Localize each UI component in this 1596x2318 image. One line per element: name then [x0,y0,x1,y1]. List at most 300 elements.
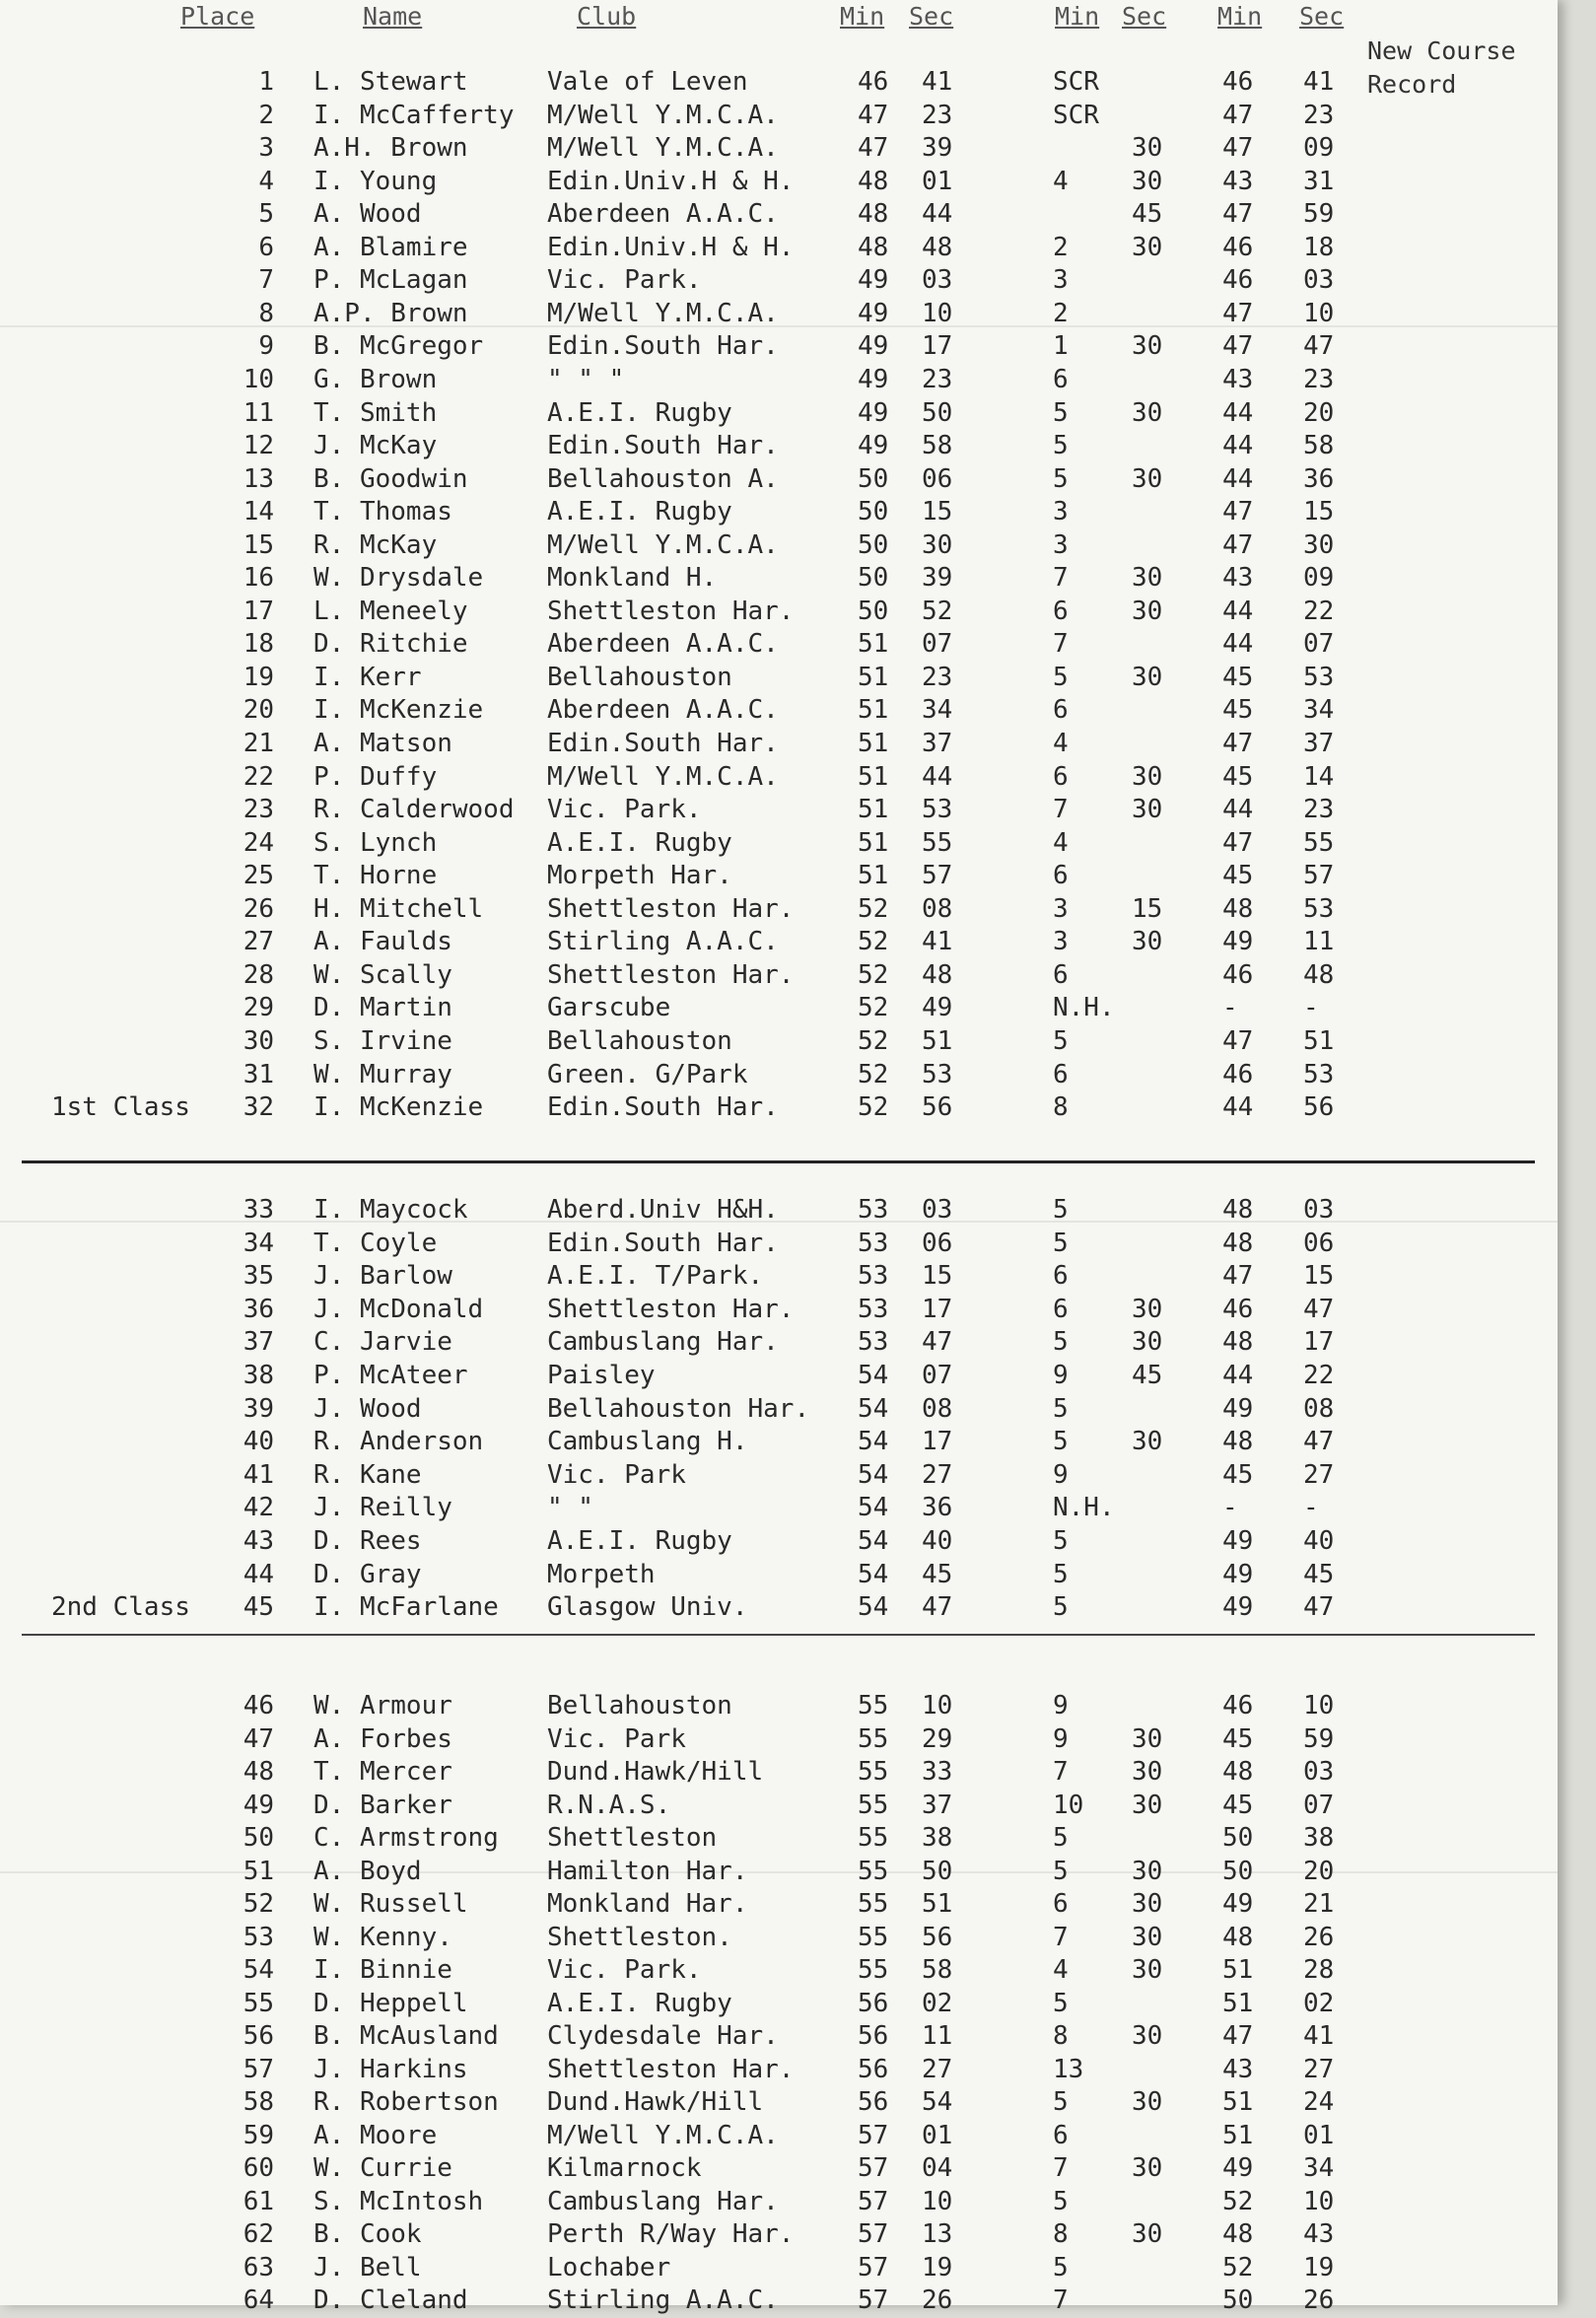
club-cell: Vale of Leven [547,67,748,97]
actual-min-cell: 55 [858,1823,889,1853]
actual-sec-cell: 10 [922,1691,953,1721]
handicap-min-cell: 5 [1053,464,1069,494]
actual-min-cell: 50 [858,597,889,626]
handicap-min-cell: 4 [1053,729,1069,758]
handicap-sec-cell: 30 [1132,927,1163,956]
handicap-min-cell: 7 [1053,1923,1069,1952]
actual-sec-cell: 17 [922,331,953,361]
handicap-min-cell: 5 [1053,431,1069,460]
class-label: 1st Class [51,1092,190,1122]
net-min-cell: 47 [1222,299,1254,328]
net-sec-cell: 47 [1303,331,1335,361]
place-cell: 6 [258,233,274,262]
handicap-min-cell: 2 [1053,233,1069,262]
net-sec-cell: 15 [1303,497,1335,527]
handicap-sec-cell: 30 [1132,563,1163,593]
net-min-cell: 48 [1222,2219,1254,2249]
place-cell: 44 [243,1560,274,1589]
club-cell: Bellahouston [547,1026,732,1056]
net-min-cell: 44 [1222,1092,1254,1122]
actual-min-cell: 49 [858,398,889,428]
net-min-cell: 51 [1222,2087,1254,2117]
actual-min-cell: 51 [858,828,889,858]
actual-min-cell: 51 [858,795,889,824]
net-sec-cell: 07 [1303,629,1335,659]
place-cell: 9 [258,331,274,361]
net-min-cell: 45 [1222,1460,1254,1490]
handicap-sec-cell: 30 [1132,2087,1163,2117]
club-cell: Shettleston [547,1823,718,1853]
actual-sec-cell: 37 [922,1791,953,1820]
place-cell: 26 [243,894,274,924]
actual-sec-cell: 53 [922,1060,953,1089]
place-cell: 3 [258,133,274,163]
actual-min-cell: 50 [858,563,889,593]
handicap-min-cell: 5 [1053,663,1069,692]
actual-min-cell: 46 [858,67,889,97]
course-record-note: New Course [1367,36,1516,65]
name-cell: W. Armour [313,1691,452,1721]
name-cell: C. Armstrong [313,1823,499,1853]
place-cell: 42 [243,1493,274,1522]
actual-min-cell: 56 [858,1989,889,2018]
net-min-cell: 47 [1222,497,1254,527]
header-club: Club [577,2,637,31]
actual-min-cell: 54 [858,1361,889,1390]
actual-sec-cell: 06 [922,464,953,494]
club-cell: Stirling A.A.C. [547,927,779,956]
place-cell: 38 [243,1361,274,1390]
net-min-cell: 49 [1222,1394,1254,1424]
net-sec-cell: 10 [1303,299,1335,328]
actual-min-cell: 55 [858,1923,889,1952]
place-cell: 7 [258,265,274,295]
actual-sec-cell: 27 [922,1460,953,1490]
handicap-min-cell: 3 [1053,894,1069,924]
name-cell: L. Stewart [313,67,468,97]
actual-sec-cell: 01 [922,167,953,196]
name-cell: A. Forbes [313,1724,452,1754]
class-divider [22,1634,1535,1636]
actual-min-cell: 54 [858,1560,889,1589]
net-sec-cell: 59 [1303,1724,1335,1754]
actual-min-cell: 48 [858,233,889,262]
actual-sec-cell: 23 [922,101,953,130]
club-cell: A.E.I. Rugby [547,1526,732,1556]
actual-sec-cell: 56 [922,1923,953,1952]
name-cell: J. Harkins [313,2055,468,2084]
net-sec-cell: 56 [1303,1092,1335,1122]
handicap-min-cell: 5 [1053,1026,1069,1056]
name-cell: B. Goodwin [313,464,468,494]
net-sec-cell: 58 [1303,431,1335,460]
place-cell: 49 [243,1791,274,1820]
handicap-min-cell: 7 [1053,1757,1069,1787]
place-cell: 59 [243,2121,274,2150]
net-sec-cell: 23 [1303,101,1335,130]
club-cell: R.N.A.S. [547,1791,671,1820]
place-cell: 45 [243,1592,274,1622]
name-cell: A. Matson [313,729,452,758]
name-cell: A.H. Brown [313,133,468,163]
name-cell: A.P. Brown [313,299,468,328]
net-min-cell: 43 [1222,365,1254,394]
actual-sec-cell: 07 [922,1361,953,1390]
club-cell: Lochaber [547,2253,671,2283]
name-cell: A. Wood [313,199,422,229]
name-cell: W. Russell [313,1889,468,1919]
club-cell: Green. G/Park [547,1060,748,1089]
place-cell: 16 [243,563,274,593]
net-sec-cell: 09 [1303,133,1335,163]
net-min-cell: 51 [1222,2121,1254,2150]
actual-sec-cell: 08 [922,1394,953,1424]
handicap-sec-cell: 30 [1132,2021,1163,2051]
club-cell: Monkland Har. [547,1889,748,1919]
net-min-cell: 46 [1222,1691,1254,1721]
net-sec-cell: 07 [1303,1791,1335,1820]
name-cell: C. Jarvie [313,1327,452,1357]
actual-min-cell: 54 [858,1526,889,1556]
place-cell: 52 [243,1889,274,1919]
net-min-cell: 50 [1222,2285,1254,2315]
net-min-cell: 47 [1222,331,1254,361]
net-sec-cell: 17 [1303,1327,1335,1357]
handicap-sec-cell: 30 [1132,1327,1163,1357]
handicap-sec-cell: 30 [1132,1791,1163,1820]
handicap-min-cell: 3 [1053,497,1069,527]
place-cell: 61 [243,2187,274,2216]
actual-min-cell: 51 [858,629,889,659]
net-min-cell: 46 [1222,1060,1254,1089]
net-sec-cell: 38 [1303,1823,1335,1853]
actual-min-cell: 57 [858,2285,889,2315]
name-cell: J. McKay [313,431,438,460]
club-cell: Paisley [547,1361,656,1390]
club-cell: Stirling A.A.C. [547,2285,779,2315]
name-cell: H. Mitchell [313,894,484,924]
actual-min-cell: 51 [858,663,889,692]
place-cell: 12 [243,431,274,460]
net-sec-cell: 22 [1303,597,1335,626]
club-cell: M/Well Y.M.C.A. [547,101,779,130]
club-cell: Cambuslang Har. [547,2187,779,2216]
name-cell: D. Cleland [313,2285,468,2315]
name-cell: B. McGregor [313,331,484,361]
actual-min-cell: 51 [858,695,889,725]
handicap-min-cell: 5 [1053,1560,1069,1589]
actual-min-cell: 48 [858,199,889,229]
actual-min-cell: 57 [858,2253,889,2283]
place-cell: 53 [243,1923,274,1952]
club-cell: A.E.I. Rugby [547,828,732,858]
handicap-min-cell: 6 [1053,1261,1069,1291]
actual-min-cell: 57 [858,2187,889,2216]
club-cell: Vic. Park. [547,1955,702,1985]
place-cell: 2 [258,101,274,130]
handicap-min-cell: 6 [1053,960,1069,990]
handicap-min-cell: N.H. [1053,1493,1115,1522]
net-min-cell: 52 [1222,2253,1254,2283]
place-cell: 14 [243,497,274,527]
net-sec-cell: 08 [1303,1394,1335,1424]
actual-min-cell: 51 [858,861,889,890]
actual-sec-cell: 13 [922,2219,953,2249]
net-min-cell: 49 [1222,927,1254,956]
actual-sec-cell: 23 [922,663,953,692]
net-sec-cell: 11 [1303,927,1335,956]
handicap-sec-cell: 45 [1132,1361,1163,1390]
name-cell: B. Cook [313,2219,422,2249]
club-cell: A.E.I. T/Park. [547,1261,764,1291]
club-cell: Shettleston Har. [547,597,795,626]
actual-sec-cell: 26 [922,2285,953,2315]
handicap-min-cell: 5 [1053,1327,1069,1357]
club-cell: Garscube [547,993,671,1022]
name-cell: W. Currie [313,2153,452,2183]
handicap-sec-cell: 15 [1132,894,1163,924]
place-cell: 43 [243,1526,274,1556]
place-cell: 39 [243,1394,274,1424]
actual-sec-cell: 39 [922,133,953,163]
handicap-min-cell: 5 [1053,1195,1069,1225]
actual-min-cell: 54 [858,1394,889,1424]
net-sec-cell: 55 [1303,828,1335,858]
handicap-min-cell: 9 [1053,1361,1069,1390]
net-sec-cell: 41 [1303,67,1335,97]
name-cell: R. Calderwood [313,795,515,824]
net-min-cell: 47 [1222,530,1254,560]
club-cell: Bellahouston [547,1691,732,1721]
actual-sec-cell: 04 [922,2153,953,2183]
handicap-min-cell: 6 [1053,597,1069,626]
handicap-min-cell: 7 [1053,795,1069,824]
club-cell: Aberd.Univ H&H. [547,1195,779,1225]
club-cell: M/Well Y.M.C.A. [547,133,779,163]
net-min-cell: 47 [1222,2021,1254,2051]
net-sec-cell: 14 [1303,762,1335,792]
actual-min-cell: 53 [858,1261,889,1291]
handicap-min-cell: 8 [1053,2219,1069,2249]
net-min-cell: 44 [1222,795,1254,824]
name-cell: T. Smith [313,398,438,428]
club-cell: Morpeth Har. [547,861,732,890]
handicap-min-cell: 5 [1053,2187,1069,2216]
handicap-min-cell: 3 [1053,265,1069,295]
handicap-sec-cell: 30 [1132,1923,1163,1952]
name-cell: P. McAteer [313,1361,468,1390]
net-min-cell: 49 [1222,1560,1254,1589]
handicap-min-cell: 6 [1053,2121,1069,2150]
actual-min-cell: 55 [858,1955,889,1985]
place-cell: 19 [243,663,274,692]
handicap-min-cell: 1 [1053,331,1069,361]
actual-sec-cell: 48 [922,233,953,262]
club-cell: Dund.Hawk/Hill [547,1757,764,1787]
net-sec-cell: 51 [1303,1026,1335,1056]
club-cell: " " " [547,365,625,394]
actual-min-cell: 48 [858,167,889,196]
actual-sec-cell: 51 [922,1889,953,1919]
actual-min-cell: 55 [858,1691,889,1721]
net-min-cell: 49 [1222,2153,1254,2183]
handicap-min-cell: N.H. [1053,993,1115,1022]
name-cell: R. Robertson [313,2087,499,2117]
actual-sec-cell: 53 [922,795,953,824]
net-sec-cell: - [1303,993,1319,1022]
net-min-cell: 44 [1222,464,1254,494]
club-cell: Cambuslang H. [547,1427,748,1456]
net-min-cell: 47 [1222,1261,1254,1291]
handicap-min-cell: 13 [1053,2055,1084,2084]
actual-sec-cell: 02 [922,1989,953,2018]
actual-sec-cell: 40 [922,1526,953,1556]
place-cell: 18 [243,629,274,659]
actual-sec-cell: 03 [922,265,953,295]
net-sec-cell: 53 [1303,663,1335,692]
handicap-sec-cell: 30 [1132,133,1163,163]
handicap-min-cell: 8 [1053,2021,1069,2051]
actual-min-cell: 53 [858,1295,889,1324]
place-cell: 60 [243,2153,274,2183]
actual-sec-cell: 37 [922,729,953,758]
place-cell: 30 [243,1026,274,1056]
actual-sec-cell: 29 [922,1724,953,1754]
name-cell: W. Kenny. [313,1923,452,1952]
header-name: Name [363,2,423,31]
net-min-cell: 48 [1222,1427,1254,1456]
actual-sec-cell: 30 [922,530,953,560]
club-cell: Shettleston Har. [547,960,795,990]
name-cell: P. McLagan [313,265,468,295]
net-min-cell: 48 [1222,1195,1254,1225]
name-cell: A. Blamire [313,233,468,262]
net-sec-cell: 09 [1303,563,1335,593]
club-cell: Bellahouston [547,663,732,692]
handicap-min-cell: 6 [1053,365,1069,394]
club-cell: Dund.Hawk/Hill [547,2087,764,2117]
net-sec-cell: 27 [1303,2055,1335,2084]
actual-min-cell: 52 [858,1092,889,1122]
handicap-min-cell: 7 [1053,563,1069,593]
actual-sec-cell: 10 [922,299,953,328]
header-min-handicap: Min [1055,2,1100,31]
net-sec-cell: 48 [1303,960,1335,990]
handicap-sec-cell: 30 [1132,1427,1163,1456]
handicap-sec-cell: 30 [1132,597,1163,626]
net-sec-cell: 34 [1303,2153,1335,2183]
actual-min-cell: 54 [858,1493,889,1522]
club-cell: Shettleston Har. [547,894,795,924]
net-min-cell: 47 [1222,133,1254,163]
handicap-sec-cell: 30 [1132,2153,1163,2183]
header-sec-actual: Sec [909,2,954,31]
class-label: 2nd Class [51,1592,190,1622]
net-min-cell: 45 [1222,1724,1254,1754]
class-divider [22,1160,1535,1163]
handicap-sec-cell: 30 [1132,762,1163,792]
net-min-cell: 49 [1222,1889,1254,1919]
net-min-cell: 48 [1222,1923,1254,1952]
actual-min-cell: 52 [858,1026,889,1056]
handicap-min-cell: 4 [1053,828,1069,858]
actual-min-cell: 56 [858,2087,889,2117]
place-cell: 34 [243,1229,274,1258]
actual-sec-cell: 38 [922,1823,953,1853]
name-cell: I. Kerr [313,663,422,692]
name-cell: I. Maycock [313,1195,468,1225]
place-cell: 20 [243,695,274,725]
name-cell: A. Faulds [313,927,452,956]
actual-sec-cell: 50 [922,398,953,428]
handicap-sec-cell: 30 [1132,2219,1163,2249]
name-cell: L. Meneely [313,597,468,626]
header-place: Place [180,2,255,31]
actual-sec-cell: 52 [922,597,953,626]
name-cell: W. Murray [313,1060,452,1089]
net-sec-cell: 10 [1303,2187,1335,2216]
name-cell: D. Heppell [313,1989,468,2018]
net-min-cell: 51 [1222,1955,1254,1985]
club-cell: Vic. Park. [547,795,702,824]
club-cell: M/Well Y.M.C.A. [547,530,779,560]
actual-sec-cell: 06 [922,1229,953,1258]
handicap-sec-cell: 30 [1132,398,1163,428]
actual-min-cell: 49 [858,365,889,394]
place-cell: 1 [258,67,274,97]
name-cell: R. Anderson [313,1427,484,1456]
handicap-sec-cell: 30 [1132,233,1163,262]
name-cell: A. Moore [313,2121,438,2150]
actual-min-cell: 52 [858,1060,889,1089]
name-cell: I. Young [313,167,438,196]
actual-sec-cell: 15 [922,1261,953,1291]
club-cell: Vic. Park [547,1460,686,1490]
actual-min-cell: 50 [858,497,889,527]
net-sec-cell: 03 [1303,1757,1335,1787]
net-min-cell: 46 [1222,1295,1254,1324]
club-cell: Morpeth [547,1560,656,1589]
place-cell: 32 [243,1092,274,1122]
net-min-cell: 47 [1222,199,1254,229]
net-min-cell: 47 [1222,101,1254,130]
actual-min-cell: 55 [858,1889,889,1919]
club-cell: M/Well Y.M.C.A. [547,2121,779,2150]
net-min-cell: 50 [1222,1857,1254,1886]
actual-min-cell: 57 [858,2153,889,2183]
actual-min-cell: 57 [858,2219,889,2249]
net-min-cell: 48 [1222,1327,1254,1357]
actual-sec-cell: 10 [922,2187,953,2216]
actual-min-cell: 49 [858,431,889,460]
net-min-cell: 44 [1222,629,1254,659]
net-min-cell: 52 [1222,2187,1254,2216]
header-sec-handicap: Sec [1122,2,1167,31]
club-cell: M/Well Y.M.C.A. [547,762,779,792]
name-cell: J. Wood [313,1394,422,1424]
club-cell: Shettleston. [547,1923,732,1952]
club-cell: " " [547,1493,593,1522]
net-min-cell: 44 [1222,431,1254,460]
handicap-min-cell: 5 [1053,1857,1069,1886]
name-cell: J. Reilly [313,1493,452,1522]
club-cell: Clydesdale Har. [547,2021,779,2051]
net-min-cell: 48 [1222,1229,1254,1258]
actual-sec-cell: 50 [922,1857,953,1886]
name-cell: T. Mercer [313,1757,452,1787]
actual-sec-cell: 48 [922,960,953,990]
name-cell: R. McKay [313,530,438,560]
